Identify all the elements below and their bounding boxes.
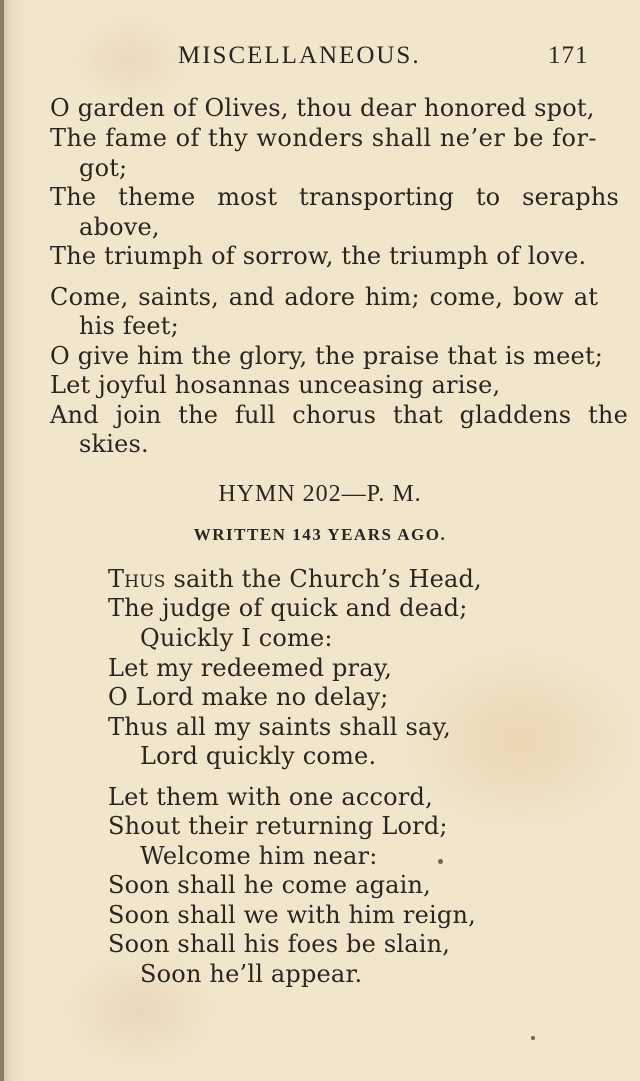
verse-line: Quickly I come:	[140, 624, 333, 652]
running-head: MISCELLANEOUS.	[178, 42, 421, 69]
verse-line: The judge of quick and dead;	[108, 594, 468, 622]
verse-line: Lord quickly come.	[140, 742, 377, 770]
paper-speck	[438, 859, 443, 864]
verse-line: Soon shall he come again,	[108, 871, 431, 899]
verse-line: Soon shall we with him reign,	[108, 901, 476, 929]
hymn-title: HYMN 202—P. M.	[218, 481, 422, 507]
verse-line: got;	[79, 154, 128, 182]
verse-line: Come, saints, and adore him; come, bow at	[50, 283, 599, 311]
verse-line: O garden of Olives, thou dear honored spot,	[50, 94, 595, 122]
hymn-subtitle: WRITTEN 143 YEARS AGO.	[193, 525, 447, 544]
verse-line: Let joyful hosannas unceasing arise,	[50, 371, 501, 399]
verse-line: Thus all my saints shall say,	[108, 713, 451, 741]
verse-line: Thus saith the Church’s Head,	[108, 565, 482, 593]
verse-line: Welcome him near:	[140, 842, 378, 870]
verse-line: Shout their returning Lord;	[108, 812, 448, 840]
verse-line: The triumph of sorrow, the triumph of love.	[50, 242, 587, 270]
verse-line: skies.	[79, 430, 149, 458]
verse-line: O Lord make no delay;	[108, 683, 389, 711]
verse-line: And join the full chorus that gladdens the	[50, 401, 628, 429]
verse-line: Let my redeemed pray,	[108, 654, 393, 682]
verse-line: The theme most transporting to seraphs	[50, 183, 620, 211]
verse-line: Soon he’ll appear.	[140, 960, 363, 988]
verse-line: Let them with one accord,	[108, 783, 433, 811]
verse-line: above,	[79, 213, 160, 241]
verse-line: Soon shall his foes be slain,	[108, 930, 451, 958]
verse-line: O give him the glory, the praise that is meet;	[50, 342, 604, 370]
paper-speck	[531, 1036, 535, 1040]
page-number: 171	[548, 42, 589, 69]
verse-line: his feet;	[79, 312, 179, 340]
verse-line: The fame of thy wonders shall ne’er be for-	[50, 124, 598, 152]
